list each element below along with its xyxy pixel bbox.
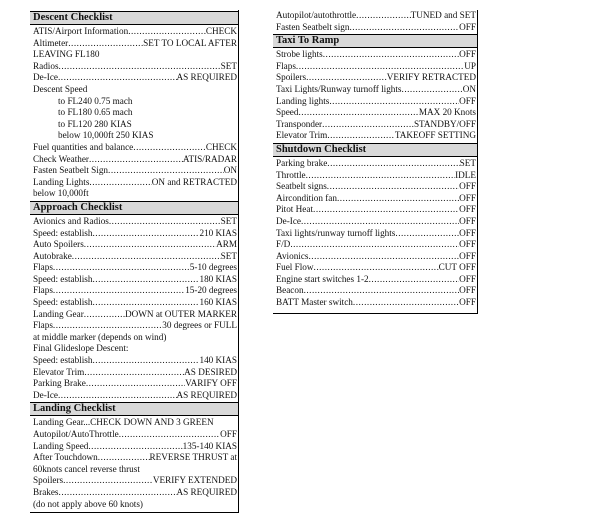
checklist-item — [273, 130, 477, 142]
checklist-item — [273, 181, 477, 193]
checklist-item — [30, 228, 238, 240]
item-label: ATIS/Airport Information — [33, 26, 129, 36]
item-label: De-Ice — [33, 72, 58, 83]
item-value: CHECK — [205, 26, 237, 36]
checklist-item — [30, 216, 238, 228]
item-label: De-Ice — [33, 389, 58, 400]
checklist-item — [30, 165, 238, 177]
item-value: AS DESIRED — [184, 366, 237, 377]
item-value: OFF — [459, 95, 476, 106]
item-label: Landing lights — [276, 95, 330, 106]
item-value: OFF — [459, 297, 476, 308]
checklist-text: below 10,000ft — [33, 188, 89, 199]
item-label: Avionics and Radios — [33, 215, 109, 226]
item-label: Taxi lights/runway turnoff lights — [276, 227, 396, 238]
checklist-item — [273, 262, 477, 274]
item-value: 210 KIAS — [199, 227, 237, 238]
item-value: CUT OFF — [438, 262, 476, 273]
item-label: Elevator Trim — [276, 130, 328, 141]
checklist-item — [30, 390, 238, 402]
checklist-item — [273, 49, 477, 61]
item-value: OFF — [220, 429, 237, 439]
checklist-text: to FL180 0.65 mach — [58, 107, 133, 118]
checklist-item — [273, 228, 477, 240]
item-value: AS REQUIRED — [176, 486, 237, 497]
item-value: CHECK — [205, 141, 237, 152]
item-value: OFF — [459, 227, 476, 238]
checklist-item — [273, 72, 477, 84]
item-value: SET — [220, 215, 237, 226]
checklist-item — [30, 378, 238, 390]
item-label: Flaps — [33, 320, 53, 331]
checklist-text: 60knots cancel reverse thrust — [33, 463, 140, 474]
item-label: De-Ice — [276, 215, 301, 226]
checklist-text: at middle marker (depends on wind) — [33, 331, 167, 342]
item-value: 160 KIAS — [199, 297, 237, 308]
checklist-item — [30, 38, 238, 50]
item-value: 5-10 degrees — [189, 262, 237, 273]
item-label: Throttle — [276, 169, 306, 180]
descent-checklist-header: Descent Checklist — [30, 11, 238, 25]
item-label: Spoilers — [33, 475, 64, 486]
checklist-item — [30, 72, 238, 84]
checklist-text: (do not apply above 60 knots) — [33, 498, 143, 509]
item-label: Seatbelt signs — [276, 181, 327, 192]
checklist-item — [30, 441, 238, 453]
checklist-item — [273, 84, 477, 96]
checklist-item — [30, 142, 238, 154]
checklist-item — [30, 26, 238, 38]
item-value: 135-140 KIAS — [182, 440, 237, 451]
checklist-item — [273, 158, 477, 170]
item-label: Speed: establish — [33, 227, 93, 238]
item-label: Parking Brake — [33, 378, 86, 389]
item-label: Speed — [276, 107, 299, 118]
item-label: Taxi Lights/Runway turnoff lights — [276, 83, 402, 94]
checklist-item — [30, 429, 238, 441]
right-column — [273, 10, 478, 314]
item-value: ON and RETRACTED — [151, 176, 237, 187]
item-label: Landing Speed — [33, 440, 89, 451]
item-value: OFF — [459, 49, 476, 60]
item-value: OFF — [459, 21, 476, 32]
taxi-to-ramp-header: Taxi To Ramp — [273, 34, 477, 48]
item-value: TAKEOFF SETTING — [394, 130, 476, 141]
item-label: Auto Spoilers — [33, 239, 84, 250]
item-value: ATIS/RADAR — [182, 153, 237, 164]
checklist-item — [30, 251, 238, 263]
checklist-item — [273, 274, 477, 286]
item-label: Check Weather — [33, 153, 89, 164]
item-label: Brakes — [33, 486, 59, 497]
checklist-item — [273, 285, 477, 297]
item-value: 15-20 degrees — [185, 285, 237, 296]
item-label: F/D — [276, 239, 291, 250]
checklist-item — [30, 487, 238, 499]
item-label: Landing Lights — [33, 176, 90, 187]
checklist-item — [273, 96, 477, 108]
item-value: OFF — [459, 215, 476, 226]
landing-checklist-header: Landing Checklist — [30, 402, 238, 416]
item-label: Radios — [33, 60, 59, 71]
checklist-item — [273, 239, 477, 251]
checklist-item — [273, 251, 477, 263]
checklist-item — [30, 285, 238, 297]
checklist-item — [30, 452, 238, 464]
item-label: Fasten Seatbelt Sign — [33, 165, 109, 176]
item-label: Pitot Heat — [276, 204, 314, 215]
item-label: BATT Master switch — [276, 297, 353, 308]
item-value: DOWN at OUTER MARKER — [124, 308, 237, 319]
checklist-item — [30, 475, 238, 487]
approach-checklist-header: Approach Checklist — [30, 201, 238, 215]
item-label: Flaps — [33, 262, 53, 273]
item-label: Spoilers — [276, 72, 307, 83]
item-label: Speed: establish — [33, 273, 93, 284]
checklist-item — [30, 262, 238, 274]
item-label: Altimeter — [33, 37, 69, 48]
item-value: 180 KIAS — [199, 273, 237, 284]
item-value: ON — [462, 83, 476, 94]
checklist-item — [273, 61, 477, 73]
item-label: Elevator Trim — [33, 366, 85, 377]
checklist-item — [30, 355, 238, 367]
checklist-item — [30, 274, 238, 286]
item-value: UP — [464, 60, 476, 71]
checklist-item — [273, 297, 477, 309]
checklist-item — [273, 22, 477, 34]
item-value: OFF — [459, 239, 476, 250]
checklist-item — [273, 204, 477, 216]
item-label: Engine start switches 1-2 — [276, 273, 369, 284]
item-label: Beacon — [276, 285, 304, 296]
checklist-item — [30, 309, 238, 321]
item-label: Fuel quantities and balance — [33, 141, 134, 152]
item-label: Avionics — [276, 250, 309, 261]
item-value: 30 degrees or FULL — [162, 320, 237, 331]
item-value: ON — [223, 165, 237, 176]
checklist-text: to FL120 280 KIAS — [58, 118, 132, 129]
checklist-item — [273, 170, 477, 182]
item-value: MAX 20 Knots — [418, 107, 476, 118]
item-label: After Touchdown — [33, 452, 98, 463]
checklist-item — [273, 216, 477, 228]
item-label: Flaps — [276, 60, 296, 71]
item-value: VERIFY EXTENDED — [152, 475, 237, 486]
item-label: Transponder — [276, 118, 323, 129]
checklist-item — [273, 10, 477, 22]
checklist-text: Final Glideslope Descent: — [33, 343, 129, 354]
checklist-text: Descent Speed — [33, 83, 88, 94]
item-label: Fasten Seatbelt sign — [276, 21, 350, 32]
item-value: SET — [220, 250, 237, 261]
checklist-item — [273, 119, 477, 131]
item-value: OFF — [459, 204, 476, 215]
item-value: OFF — [459, 273, 476, 284]
item-label: Autobrake — [33, 250, 72, 261]
item-value: SET TO LOCAL AFTER — [143, 37, 237, 48]
item-value: OFF — [459, 285, 476, 296]
checklist-text: Landing Gear...CHECK DOWN AND 3 GREEN — [33, 417, 214, 428]
item-label: Landing Gear — [33, 308, 84, 319]
item-value: IDLE — [455, 169, 476, 180]
item-value: OFF — [459, 250, 476, 261]
item-value: SET — [459, 157, 476, 168]
item-value: OFF — [459, 192, 476, 203]
checklist-item — [30, 177, 238, 189]
shutdown-checklist-header: Shutdown Checklist — [273, 143, 477, 157]
checklist-item — [30, 61, 238, 73]
checklist-text: below 10,000ft 250 KIAS — [58, 130, 154, 141]
item-value: STANDBY/OFF — [413, 118, 476, 129]
item-value: SET — [220, 60, 237, 71]
left-column — [30, 10, 239, 513]
item-label: Autopilot/autothrottle — [276, 10, 357, 20]
item-label: Aircondition fan — [276, 192, 337, 203]
item-value: REVERSE THRUST at — [149, 452, 237, 463]
item-value: OFF — [459, 181, 476, 192]
item-value: 140 KIAS — [199, 355, 237, 366]
checklist-item — [273, 107, 477, 119]
item-value: AS REQUIRED — [176, 72, 237, 83]
item-value: AS REQUIRED — [176, 389, 237, 400]
checklist-item — [30, 154, 238, 166]
item-label: Flaps — [33, 285, 53, 296]
checklist-text: to FL240 0.75 mach — [58, 95, 133, 106]
checklist-text: LEAVING FL180 — [33, 49, 100, 60]
item-label: Speed: establish — [33, 355, 93, 366]
item-value: VARIFY OFF — [185, 378, 237, 389]
item-label: Strobe lights — [276, 49, 323, 60]
item-label: Autopilot/AutoThrottle — [33, 429, 119, 439]
checklist-item — [30, 297, 238, 309]
checklist-item — [30, 239, 238, 251]
item-value: TUNED and SET — [410, 10, 476, 20]
item-label: Speed: establish — [33, 297, 93, 308]
checklist-item — [273, 193, 477, 205]
item-value: VERIFY RETRACTED — [386, 72, 476, 83]
item-value: ARM — [216, 239, 237, 250]
item-label: Parking brake — [276, 157, 328, 168]
item-label: Fuel Flow — [276, 262, 314, 273]
checklist-item — [30, 320, 238, 332]
checklist-item — [30, 367, 238, 379]
